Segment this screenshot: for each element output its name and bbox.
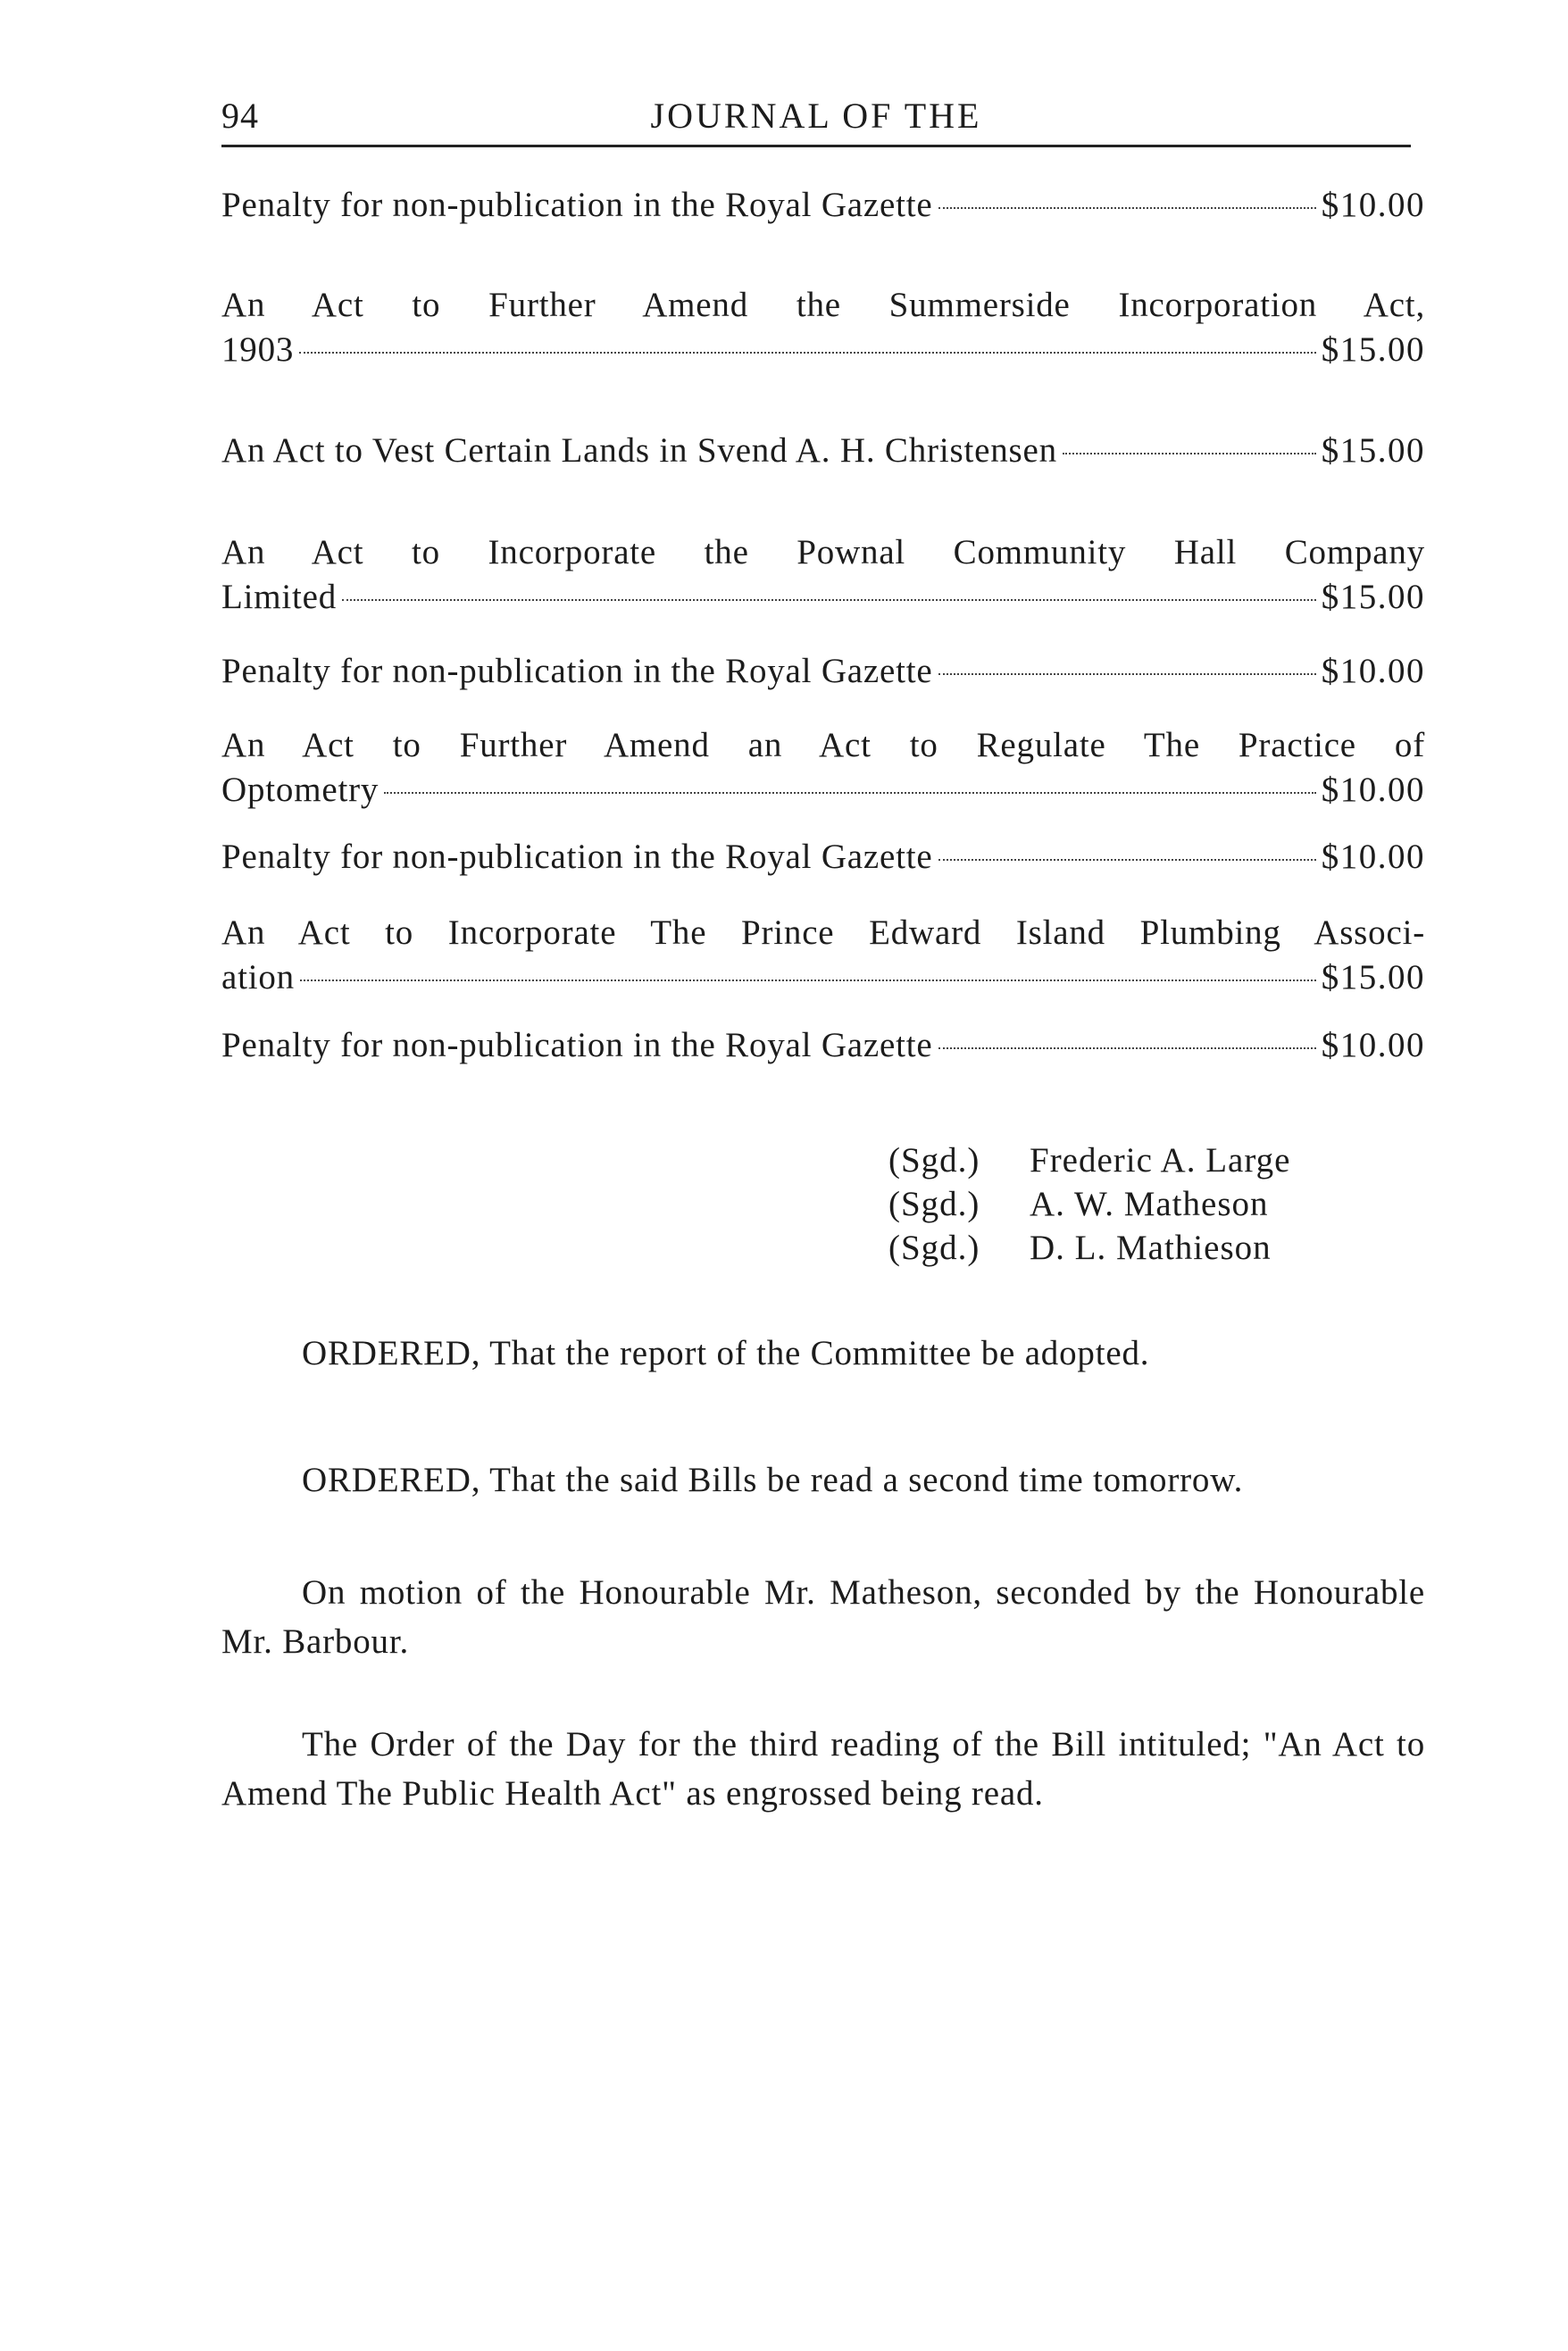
- signatory-name: D. L. Mathieson: [1030, 1229, 1272, 1267]
- fee-line: [221, 429, 1425, 473]
- fee-entry: [221, 911, 1425, 1000]
- signature-line: [888, 1182, 1290, 1226]
- order-paragraph: ORDERED, That the report of the Committee be adopted.: [302, 1334, 1150, 1372]
- leader-dots: [938, 859, 1316, 861]
- fee-entry: [221, 530, 1425, 620]
- fee-amount: $15.00: [1321, 958, 1425, 996]
- fee-entry: [221, 183, 1425, 228]
- running-head: JOURNAL OF THE: [650, 96, 982, 136]
- fee-entry-title-continued: Limited: [221, 578, 338, 616]
- fee-line: [221, 328, 1425, 372]
- fee-amount: $10.00: [1321, 771, 1425, 809]
- fee-line: [221, 183, 1425, 228]
- fee-amount: $10.00: [1321, 1026, 1425, 1064]
- fee-entry-title: Penalty for non-publication in the Royal Gazette: [221, 186, 933, 224]
- page-number: 94: [221, 96, 259, 136]
- signature-prefix: (Sgd.): [888, 1141, 980, 1180]
- fee-entry-title-continued: 1903: [221, 330, 295, 369]
- signature-prefix: (Sgd.): [888, 1229, 980, 1267]
- fee-entry: [221, 283, 1425, 372]
- leader-dots: [938, 673, 1316, 675]
- page-header: [221, 89, 1411, 147]
- leader-dots: [342, 599, 1316, 601]
- fee-entry: [221, 835, 1425, 880]
- signatory-name: Frederic A. Large: [1030, 1141, 1291, 1180]
- leader-dots: [938, 207, 1316, 209]
- fee-amount: $10.00: [1321, 186, 1425, 224]
- fee-entry-title: Penalty for non-publication in the Royal Gazette: [221, 838, 933, 876]
- fee-entry-title-continued: ation: [221, 958, 295, 996]
- signatory-name: A. W. Matheson: [1030, 1185, 1269, 1223]
- order-paragraph: ORDERED, That the said Bills be read a second time tomorrow.: [302, 1461, 1244, 1499]
- fee-line: [221, 835, 1425, 880]
- order-of-day-paragraph: The Order of the Day for the third reading of the Bill intituled; "An Act to Amend The Public Health Act" as engrossed being read.: [221, 1725, 1425, 1813]
- fee-amount: $15.00: [1321, 330, 1425, 369]
- leader-dots: [938, 1047, 1316, 1049]
- fee-entry-title: An Act to Vest Certain Lands in Svend A. H. Christensen: [221, 431, 1057, 470]
- fee-amount: $15.00: [1321, 578, 1425, 616]
- fee-entry-title: An Act to Further Amend the Summerside Incorporation Act,: [221, 286, 1425, 324]
- fee-line: [221, 649, 1425, 694]
- leader-dots: [299, 352, 1316, 354]
- fee-entry-title: An Act to Incorporate The Prince Edward Island Plumbing Associ-: [221, 913, 1425, 952]
- fee-line: [221, 955, 1425, 1000]
- fee-entry: [221, 723, 1425, 813]
- fee-entry-title: An Act to Further Amend an Act to Regulate The Practice of: [221, 726, 1425, 764]
- leader-dots: [384, 792, 1316, 794]
- fee-amount: $15.00: [1321, 431, 1425, 470]
- fee-line: [221, 1023, 1425, 1068]
- fee-line: [221, 768, 1425, 813]
- leader-dots: [1063, 453, 1316, 454]
- leader-dots: [300, 980, 1316, 981]
- signature-line: [888, 1226, 1290, 1270]
- fee-entry-title: Penalty for non-publication in the Royal Gazette: [221, 1026, 933, 1064]
- fee-amount: $10.00: [1321, 838, 1425, 876]
- bill-fee-list: [221, 183, 1425, 1068]
- fee-line: [221, 575, 1425, 620]
- signature-line: [888, 1138, 1290, 1182]
- signature-prefix: (Sgd.): [888, 1185, 980, 1223]
- fee-entry-title-continued: Optometry: [221, 771, 379, 809]
- fee-amount: $10.00: [1321, 652, 1425, 690]
- signature-block: [888, 1138, 1290, 1270]
- fee-entry: [221, 1023, 1425, 1068]
- fee-entry-title: Penalty for non-publication in the Royal Gazette: [221, 652, 933, 690]
- fee-entry: [221, 649, 1425, 694]
- fee-entry-title: An Act to Incorporate the Pownal Community Hall Company: [221, 533, 1425, 571]
- fee-entry: [221, 429, 1425, 473]
- motion-paragraph: On motion of the Honourable Mr. Matheson, seconded by the Honourable Mr. Barbour.: [221, 1573, 1425, 1661]
